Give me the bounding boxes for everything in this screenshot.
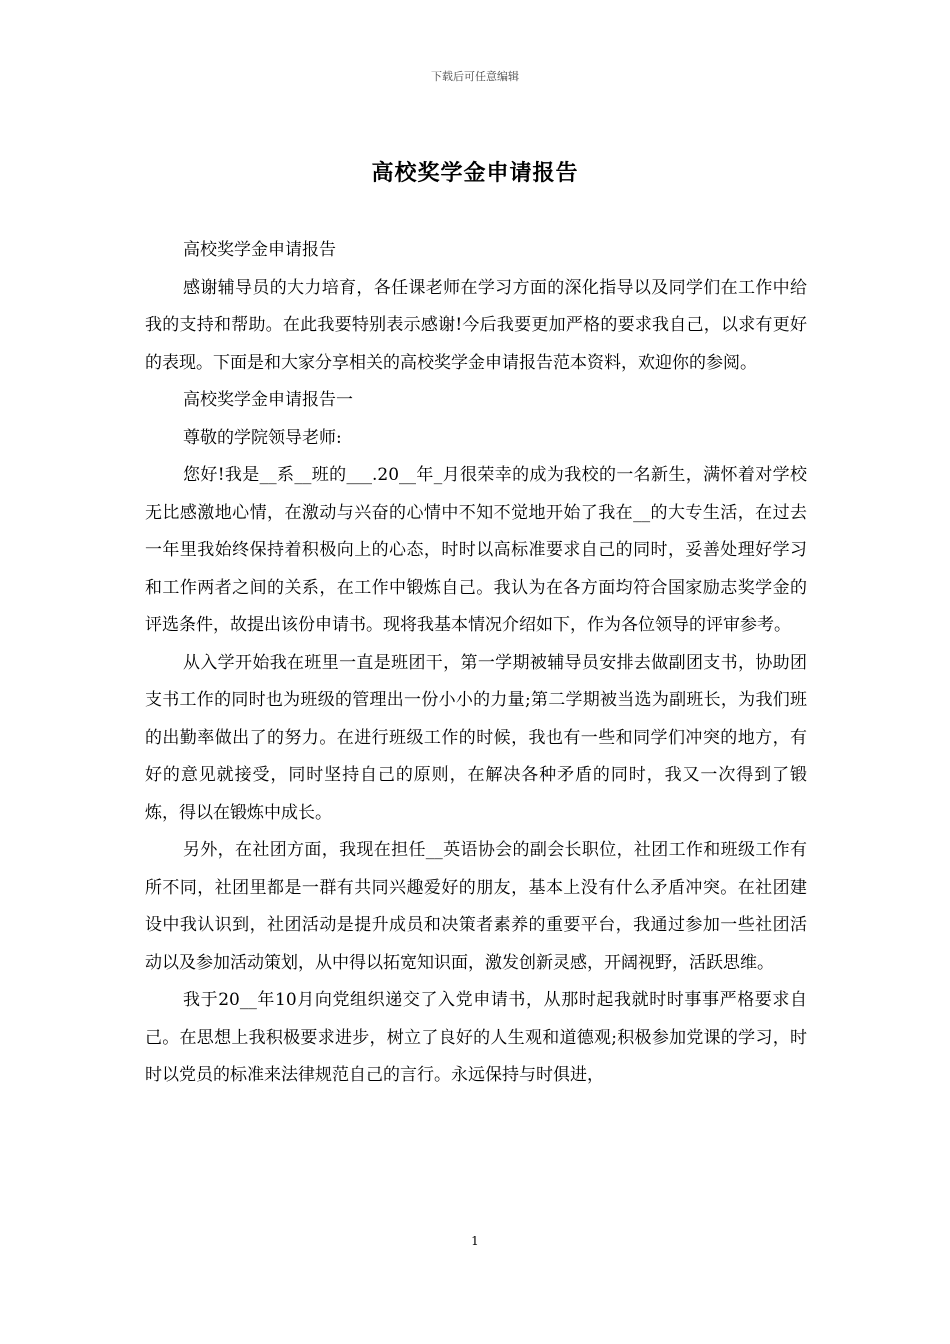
paragraph: 尊敬的学院领导老师: (183, 427, 342, 448)
paragraph: 从入学开始我在班里一直是班团干，第一学期被辅导员安排去做副团支书，协助团支书工作的同时也为班级的管理出一份小小的力量;第二学期被当选为副班长，为我们班的出勤率做出了的努力。在进行班级工作的时候，我也有一些和同学们冲突的地方，有好的意见就接受，同时坚持自己的原则，在解决各种矛盾的同时，我又一次得到了锻炼，得以在锻炼中成长。 (145, 652, 807, 823)
header-note: 下载后可任意编辑 (431, 70, 519, 83)
paragraph: 高校奖学金申请报告 (183, 240, 336, 260)
paragraph: 我于20__年10月向党组织递交了入党申请书，从那时起我就时时事事严格要求自己。在思想上我积极要求进步，树立了良好的人生观和道德观;积极参加党课的学习，时时以党员的标准来法律规范自己的言行。永远保持与时俱进， (145, 990, 807, 1085)
paragraph: 高校奖学金申请报告一 (183, 390, 353, 410)
page-number: 1 (471, 1234, 479, 1248)
document-title: 高校奖学金申请报告 (371, 160, 579, 186)
paragraph: 另外，在社团方面，我现在担任__英语协会的副会长职位，社团工作和班级工作有所不同，社团里都是一群有共同兴趣爱好的朋友，基本上没有什么矛盾冲突。在社团建设中我认识到，社团活动是提升成员和决策者素养的重要平台，我通过参加一些社团活动以及参加活动策划，从中得以拓宽知识面，激发创新灵感，开阔视野，活跃思维。 (145, 840, 807, 973)
paragraph: 您好!我是__系__班的___.20__年_月很荣幸的成为我校的一名新生，满怀着对学校无比感激地心情，在激动与兴奋的心情中不知不觉地开始了我在__的大专生活，在过去一年里我始终保持着积极向上的心态，时时以高标准要求自己的同时，妥善处理好学习和工作两者之间的关系，在工作中锻炼自己。我认为在各方面均符合国家励志奖学金的评选条件，故提出该份申请书。现将我基本情况介绍如下，作为各位领导的评审参考。 (145, 465, 807, 635)
document-body (145, 232, 807, 1095)
paragraph: 感谢辅导员的大力培育，各任课老师在学习方面的深化指导以及同学们在工作中给我的支持和帮助。在此我要特别表示感谢!今后我要更加严格的要求我自己，以求有更好的表现。下面是和大家分享相关的高校奖学金申请报告范本资料，欢迎你的参阅。 (145, 277, 807, 373)
